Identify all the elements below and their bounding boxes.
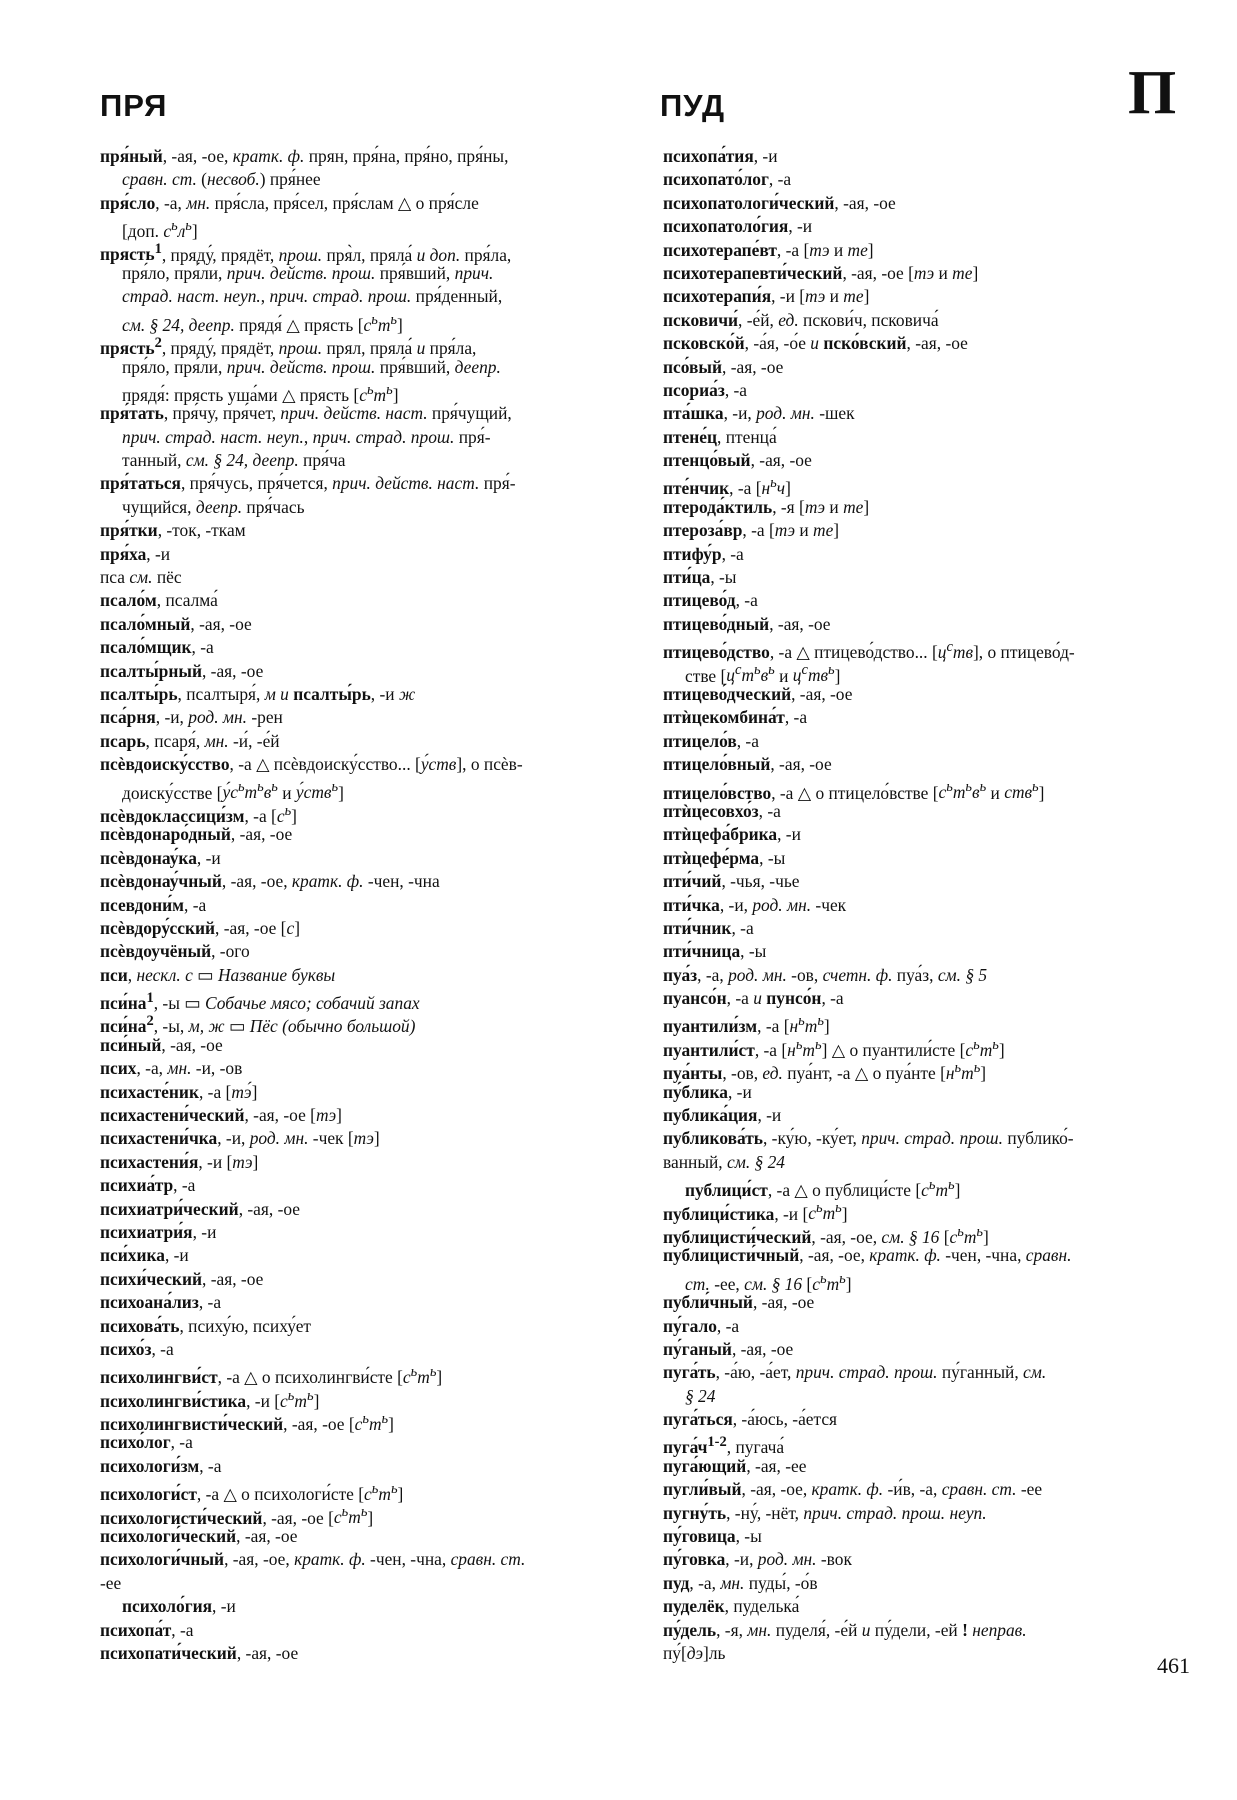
entry-continuation-line: пря́ло, пря́ли, прич. действ. прош. пря́вший, деепр. [122, 356, 501, 377]
dictionary-entry: псо́вый, -ая, -ое [663, 356, 784, 377]
dictionary-entry: публи́чный, -ая, -ое [663, 1292, 815, 1313]
entry-continuation-line: стве [$ц^ст^ьв^ь$ и $ц^ств^ь$] [685, 662, 841, 686]
dictionary-entry: птицело́вный, -ая, -ое [663, 754, 832, 775]
dictionary-entry: птѝцефе́рма, -ы [663, 847, 786, 868]
dictionary-entry: пря́таться, пря́чусь, пря́чется, прич. действ. наст. пря́- [100, 473, 516, 494]
left-column [100, 145, 630, 1665]
entry-continuation-line: § 24 [685, 1385, 716, 1406]
dictionary-entry: птерода́ктиль, -я [тэ и те] [663, 496, 870, 517]
dictionary-entry: псало́м, псалма́ [100, 590, 218, 611]
dictionary-entry: пуд, -а, мн. пуды́, -о́в [663, 1572, 818, 1593]
dictionary-entry: птицево́д, -а [663, 590, 758, 611]
dictionary-entry: психо́з, -а [100, 1338, 174, 1359]
dictionary-entry: пуга́ть, -а́ю, -а́ет, прич. страд. прош. пу́ганный, см. [663, 1362, 1047, 1383]
dictionary-entry: пу́говка, -и, род. мн. -вок [663, 1549, 852, 1570]
dictionary-entry: пси́хика, -и [100, 1245, 189, 1266]
entry-continuation-line: ст. -ее, см. § 16 $[с^ьт^ь]$ [685, 1270, 852, 1294]
dictionary-entry: психастени́ческий, -ая, -ое [тэ] [100, 1105, 342, 1126]
dictionary-entry: ванный, см. § 24 [663, 1151, 785, 1172]
entry-continuation-line: танный, см. § 24, деепр. пря́ча [122, 450, 346, 471]
dictionary-entry: псковско́й, -а́я, -о́е и пско́вский, -ая, -ое [663, 333, 968, 354]
dictionary-entry: псалты́рный, -ая, -ое [100, 660, 264, 681]
dictionary-entry: психи́ческий, -ая, -ое [100, 1268, 264, 1289]
right-column [663, 145, 1193, 1665]
entry-continuation-line: психоло́гия, -и [122, 1596, 236, 1617]
dictionary-entry: публика́ция, -и [663, 1105, 782, 1126]
dictionary-entry: пта́шка, -и, род. мн. -шек [663, 403, 855, 424]
entry-continuation-line: [доп. $с^ьл^ь$] [122, 218, 198, 241]
entry-continuation-line: прич. страд. наст. неуп., прич. страд. прош. пря́- [122, 426, 491, 447]
dictionary-entry: птифу́р, -а [663, 543, 744, 564]
dictionary-entry: пря́ха, -и [100, 543, 171, 564]
dictionary-entry: пте́нчик, -а $[н^ьч]$ [663, 475, 791, 499]
right-guide-word: ПУД [660, 88, 726, 123]
entry-continuation-line: доиску́сстве [$у́с^ьт^ьв^ь$ и у́ств$^ь$] [122, 779, 344, 803]
dictionary-entry: $пси́на^1$, -ы ▭ Собачье мясо; собачий запах [100, 990, 420, 1013]
dictionary-entry: пти́чка, -и, род. мн. -чек [663, 894, 847, 915]
dictionary-entry: психолингви́стика, -и $[с^ьт^ь]$ [100, 1387, 320, 1411]
dictionary-entry: пря́ный, -ая, -ое, кратк. ф. прян, пря́на, пря́но, пря́ны, [100, 146, 509, 166]
dictionary-entry: псевдони́м, -а [100, 894, 207, 915]
dictionary-entry: пуга́ющий, -ая, -ее [663, 1455, 807, 1476]
entry-continuation-line: пря́ло, пря́ли, прич. действ. прош. пря́вший, прич. [122, 262, 494, 283]
dictionary-entry: психопа́т, -а [100, 1619, 194, 1640]
dictionary-entry: психасте́ник, -а [тэ́] [100, 1081, 258, 1102]
dictionary-entry: психопатологи́ческий, -ая, -ое [663, 192, 896, 213]
dictionary-entry: птицево́дство, -а △ птицево́дство... $[ц^ств]$, о птицево́д- [663, 639, 1075, 662]
dictionary-entry: психолингви́ст, -а △ о психолингви́сте $[с^ьт^ь]$ [100, 1364, 443, 1388]
dictionary-entry: -ее [100, 1572, 122, 1593]
dictionary-entry: пси́ный, -ая, -ое [100, 1034, 223, 1055]
dictionary-entry: птероза́вр, -а [тэ и те] [663, 520, 840, 541]
dictionary-entry: публицисти́чный, -ая, -ое, кратк. ф. -чен, -чна, сравн. [663, 1245, 1072, 1266]
dictionary-entry: птицево́дный, -ая, -ое [663, 613, 831, 634]
entry-continuation-line: страд. наст. неуп., прич. страд. прош. пря́денный, [122, 286, 503, 307]
dictionary-entry: псѐвдору́сский, -ая, -ое [с] [100, 917, 301, 938]
dictionary-entry: пря́сло, -а, мн. пря́сла, пря́сел, пря́слам △ о пря́сле [100, 192, 479, 213]
dictionary-entry: пу́дель, -я, мн. пуделя́, -е́й и пу́дели, -ей ! неправ. [663, 1619, 1027, 1640]
section-letter: П [1128, 59, 1177, 127]
dictionary-entry: пугли́вый, -ая, -ое, кратк. ф. -и́в, -а, сравн. ст. -ее [663, 1479, 1043, 1500]
dictionary-entry: птѝцекомбина́т, -а [663, 707, 808, 728]
dictionary-entry: пуделёк, пуделька́ [663, 1596, 800, 1617]
dictionary-entry: психова́ть, психу́ю, психу́ет [100, 1315, 312, 1336]
dictionary-entry: псалты́рь, псалтыря́, м и псалты́рь, -и ж [100, 683, 416, 704]
dictionary-entry: прясть$^2$, пряду́, прядёт, прош. прял, пряла́ и пря́ла, [100, 335, 477, 358]
entry-continuation-line: чущийся, деепр. пря́чась [122, 496, 305, 517]
dictionary-entry: психопато́лог, -а [663, 169, 792, 190]
entry-continuation-line: публици́ст, -а △ о публици́сте $[с^ьт^ь]$ [685, 1177, 961, 1200]
dictionary-entry: психотерапи́я, -и [тэ и те] [663, 286, 870, 307]
dictionary-entry: псѐвдоиску́сство, -а △ псѐвдоиску́сство... [у́ств], о псѐв- [100, 754, 523, 775]
dictionary-entry: психопати́ческий, -ая, -ое [100, 1643, 299, 1663]
dictionary-entry: пти́чник, -а [663, 917, 754, 938]
entry-continuation-line: сравн. ст. (несвоб.) пря́нее [122, 169, 321, 190]
page-number: 461 [1157, 1653, 1190, 1678]
dictionary-entry: пуантили́ст, -а $[н^ьт^ь]$ △ о пуантили́сте $[с^ьт^ь]$ [663, 1036, 1005, 1060]
dictionary-entry: $пси́на^2$, -ы, м, ж ▭ Пёс (обычно большой) [100, 1013, 416, 1037]
dictionary-entry: птицело́в, -а [663, 730, 759, 751]
dictionary-entry: псѐвдонаро́дный, -ая, -ое [100, 824, 293, 845]
dictionary-entry: пу́[дэ]ль [663, 1643, 726, 1663]
dictionary-entry: пса́рня, -и, род. мн. -рен [100, 707, 283, 728]
dictionary-entry: псих, -а, мн. -и, -ов [100, 1058, 243, 1079]
dictionary-entry: прясть$^1$, пряду́, прядёт, прош. пря̀л, пряла́ и доп. пря́ла, [100, 241, 512, 265]
dictionary-entry: пуа́нты, -ов, ед. пуа́нт, -а △ о пуа́нте $[н^ьт^ь]$ [663, 1060, 987, 1084]
dictionary-entry: психотерапевти́ческий, -ая, -ое [тэ и те] [663, 262, 979, 283]
dictionary-entry: пу́гало, -а [663, 1315, 740, 1336]
dictionary-entry: пря́тать, пря́чу, пря́чет, прич. действ. наст. пря́чущий, [100, 403, 512, 424]
dictionary-entry: психопа́тия, -и [663, 146, 778, 166]
dictionary-entry: пря́тки, -ток, -ткам [100, 520, 246, 541]
dictionary-entry: пти́чий, -чья, -чье [663, 871, 800, 892]
dictionary-entry: психо́лог, -а [100, 1432, 193, 1453]
dictionary-entry: психастени́чка, -и, род. мн. -чек [тэ] [100, 1128, 380, 1149]
dictionary-entry: птенцо́вый, -ая, -ое [663, 450, 812, 471]
dictionary-entry: психоана́лиз, -а [100, 1292, 222, 1313]
dictionary-entry: птицево́дческий, -ая, -ое [663, 683, 853, 704]
dictionary-entry: пти́ца, -ы [663, 567, 737, 588]
dictionary-entry: пси, нескл. с ▭ Название буквы [100, 964, 336, 985]
dictionary-entry: птене́ц, птенца́ [663, 426, 777, 447]
dictionary-entry: психиатри́я, -и [100, 1221, 217, 1242]
dictionary-entry: пуга́ться, -а́юсь, -а́ется [663, 1409, 838, 1430]
dictionary-entry: психологисти́ческий, -ая, -ое $[с^ьт^ь]$ [100, 1504, 374, 1528]
dictionary-entry: птицело́вство, -а △ о птицело́встве [$с^ьт^ьв^ь$ и ств$^ь$] [663, 779, 1045, 803]
dictionary-entry: псало́мный, -ая, -ое [100, 613, 252, 634]
dictionary-entry: пуантили́зм, -а $[н^ьт^ь]$ [663, 1013, 830, 1037]
dictionary-entry: $пуга́ч^{1-2}$, пугача́ [663, 1434, 785, 1458]
dictionary-entry: пу́ганый, -ая, -ое [663, 1338, 794, 1359]
dictionary-entry: псарь, псаря́, мн. -и́, -е́й [100, 730, 280, 751]
dictionary-entry: публицисти́ческий, -ая, -ое, см. § 16 $[с^ьт^ь]$ [663, 1223, 989, 1247]
dictionary-entry: психиатри́ческий, -ая, -ое [100, 1198, 301, 1219]
entry-continuation-line: прядя́: прясть уша́ми △ прясть $[с^ьт^ь]$ [122, 381, 399, 405]
dictionary-entry: психотерапе́вт, -а [тэ и те] [663, 239, 874, 260]
dictionary-entry: пу́говица, -ы [663, 1526, 762, 1547]
dictionary-entry: психологи́чный, -ая, -ое, кратк. ф. -чен, -чна, сравн. ст. [100, 1549, 526, 1570]
dictionary-entry: психолингвисти́ческий, -ая, -ое $[с^ьт^ь]$ [100, 1411, 394, 1434]
dictionary-entry: птѝцефа́брика, -и [663, 824, 801, 845]
dictionary-entry: психиа́тр, -а [100, 1175, 196, 1196]
dictionary-entry: публикова́ть, -ку́ю, -ку́ет, прич. страд. прош. публико́- [663, 1128, 1074, 1149]
dictionary-entry: псѐвдонау́чный, -ая, -ое, кратк. ф. -чен, -чна [100, 871, 440, 892]
dictionary-entry: псковичи́, -е́й, ед. пскови́ч, псковича́ [663, 309, 939, 330]
left-guide-word: ПРЯ [100, 88, 168, 123]
dictionary-entry: пуансо́н, -а и пунсо́н, -а [663, 988, 844, 1009]
dictionary-entry: птѝцесовхо́з, -а [663, 800, 781, 821]
dictionary-entry: пуа́з, -а, род. мн. -ов, счетн. ф. пуа́з, см. § 5 [663, 964, 988, 985]
dictionary-entry: псало́мщик, -а [100, 637, 214, 658]
dictionary-entry: псѐвдоклассици́зм, -а $[с^ь]$ [100, 802, 297, 826]
dictionary-entry: психологи́ст, -а △ о психологи́сте $[с^ьт^ь]$ [100, 1481, 404, 1505]
dictionary-entry: пу́блика, -и [663, 1081, 752, 1102]
dictionary-entry: публици́стика, -и $[с^ьт^ь]$ [663, 1200, 848, 1224]
dictionary-entry: пти́чница, -ы [663, 941, 767, 962]
dictionary-entry: псориа́з, -а [663, 379, 748, 400]
dictionary-entry: психастени́я, -и [тэ] [100, 1151, 259, 1172]
dictionary-entry: пугну́ть, -ну́, -нёт, прич. страд. прош. неуп. [663, 1502, 987, 1523]
dictionary-entry: психологи́зм, -а [100, 1455, 222, 1476]
dictionary-entry: псѐвдонау́ка, -и [100, 847, 221, 868]
dictionary-entry: пса см. пёс [100, 567, 182, 588]
dictionary-entry: психопатоло́гия, -и [663, 216, 813, 237]
dictionary-entry: псѐвдоучёный, -ого [100, 941, 250, 962]
dictionary-entry: психологи́ческий, -ая, -ое [100, 1526, 298, 1547]
entry-continuation-line: см. § 24, деепр. прядя́ △ прясть $[с^ьт^ь]$ [122, 311, 403, 335]
